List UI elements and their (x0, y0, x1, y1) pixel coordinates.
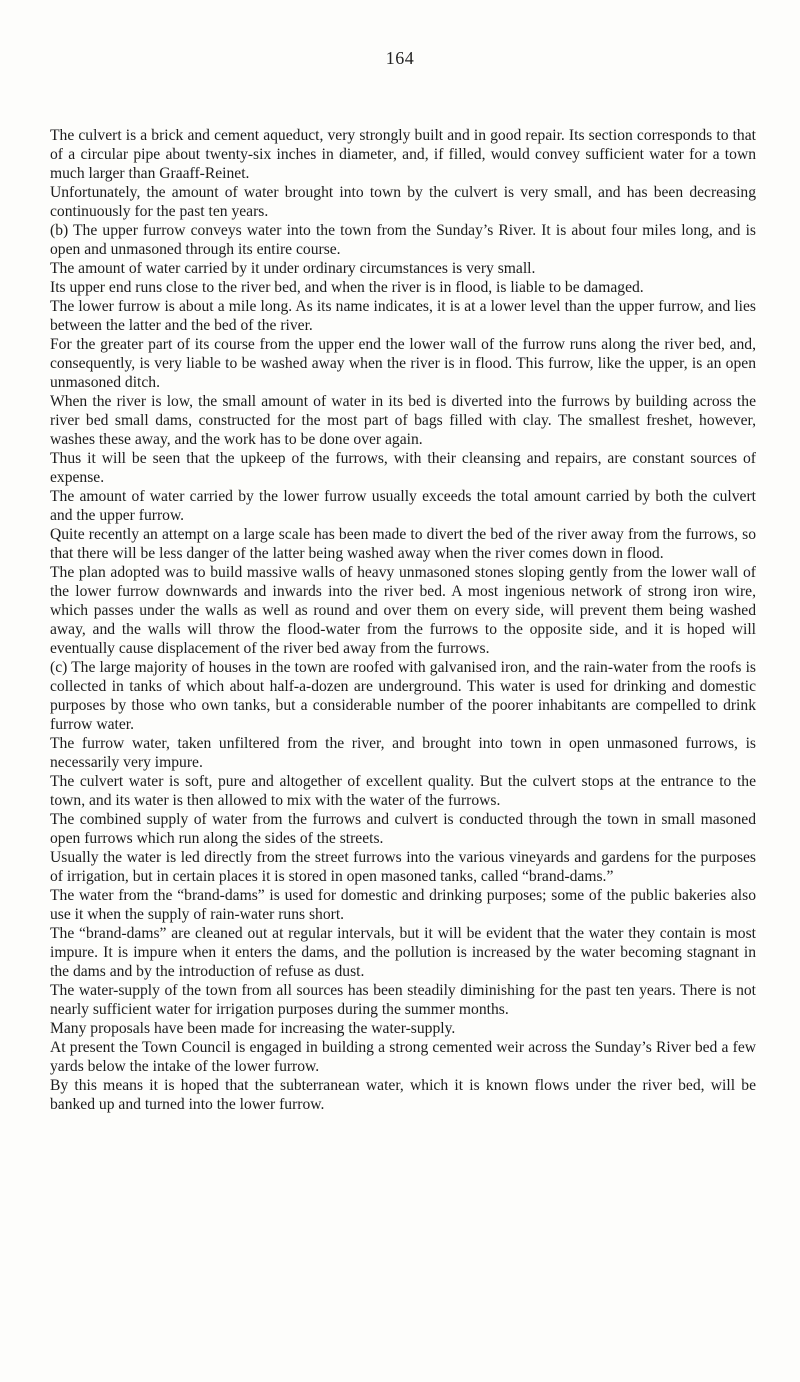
paragraph: The water from the “brand-dams” is used for domestic and drinking purposes; some of the public bakeries also use it when the supply of rain-water runs short. (50, 887, 756, 923)
paragraph: The combined supply of water from the furrows and culvert is conducted through the town in small masoned open furrows which run along the sides of the streets. (50, 811, 756, 847)
paragraph: The furrow water, taken unfiltered from the river, and brought into town in open unmasoned furrows, is necessarily very impure. (50, 735, 756, 771)
paragraph: Its upper end runs close to the river bed, and when the river is in flood, is liable to be damaged. (50, 279, 644, 296)
paragraph: For the greater part of its course from the upper end the lower wall of the furrow runs along the river bed, and, consequently, is very liable to be washed away when the river is in flood. This furrow, like the upper, is an open unmasoned ditch. (50, 336, 756, 391)
page-number: 164 (385, 48, 415, 68)
paragraph: The lower furrow is about a mile long. As its name indicates, it is at a lower level than the upper furrow, and lies between the latter and the bed of the river. (50, 298, 756, 334)
paragraph: (b) The upper furrow conveys water into the town from the Sunday’s River. It is about four miles long, and is open and unmasoned through its entire course. (50, 222, 756, 258)
paragraph: The culvert is a brick and cement aqueduct, very strongly built and in good repair. Its section corresponds to that of a circular pipe about twenty-six inches in diameter, and, if filled, would convey sufficient water for a town much larger than Graaff-Reinet. (50, 127, 756, 182)
paragraph: The amount of water carried by it under ordinary circumstances is very small. (50, 260, 536, 277)
paragraph: The culvert water is soft, pure and altogether of excellent quality. But the culvert stops at the entrance to the town, and its water is then allowed to mix with the water of the furrows. (50, 773, 756, 809)
paragraph: Usually the water is led directly from the street furrows into the various vineyards and gardens for the purposes of irrigation, but in certain places it is stored in open masoned tanks, called “brand-dams.” (50, 849, 756, 885)
paragraph: By this means it is hoped that the subterranean water, which it is known flows under the river bed, will be banked up and turned into the lower furrow. (50, 1077, 756, 1113)
paragraph: When the river is low, the small amount of water in its bed is diverted into the furrows by building across the river bed small dams, constructed for the most part of bags filled with clay. The smallest freshet, however, washes these away, and the work has to be done over again. (50, 393, 756, 448)
paragraph: Unfortunately, the amount of water brought into town by the culvert is very small, and has been decreasing continuously for the past ten years. (50, 184, 756, 220)
paragraph: The plan adopted was to build massive walls of heavy unmasoned stones sloping gently from the lower wall of the lower furrow downwards and inwards into the river bed. A most ingenious network of strong iron wire, which passes under the walls as well as round and over them on every side, will prevent them being washed away, and the walls will throw the flood-water from the furrows to the opposite side, and it is hoped will eventually cause displacement of the river bed away from the furrows. (50, 564, 756, 657)
paragraph: (c) The large majority of houses in the town are roofed with galvanised iron, and the rain-water from the roofs is collected in tanks of which about half-a-dozen are underground. This water is used for drinking and domestic purposes by those who own tanks, but a considerable number of the poorer inhabitants are compelled to drink furrow water. (50, 659, 756, 733)
paragraph: The water-supply of the town from all sources has been steadily diminishing for the past ten years. There is not nearly sufficient water for irrigation purposes during the summer months. (50, 982, 756, 1018)
paragraph: The amount of water carried by the lower furrow usually exceeds the total amount carried by both the culvert and the upper furrow. (50, 488, 756, 524)
paragraph: The “brand-dams” are cleaned out at regular intervals, but it will be evident that the water they contain is most impure. It is impure when it enters the dams, and the pollution is increased by the water becoming stagnant in the dams and by the introduction of refuse as dust. (50, 925, 756, 980)
paragraph: Quite recently an attempt on a large scale has been made to divert the bed of the river away from the furrows, so that there will be less danger of the latter being washed away when the river comes down in flood. (50, 526, 756, 562)
paragraph: Many proposals have been made for increasing the water-supply. (50, 1020, 456, 1037)
paragraph: At present the Town Council is engaged in building a strong cemented weir across the Sunday’s River bed a few yards below the intake of the lower furrow. (50, 1039, 756, 1075)
paragraph: Thus it will be seen that the upkeep of the furrows, with their cleansing and repairs, are constant sources of expense. (50, 450, 756, 486)
body-text (50, 126, 756, 1114)
